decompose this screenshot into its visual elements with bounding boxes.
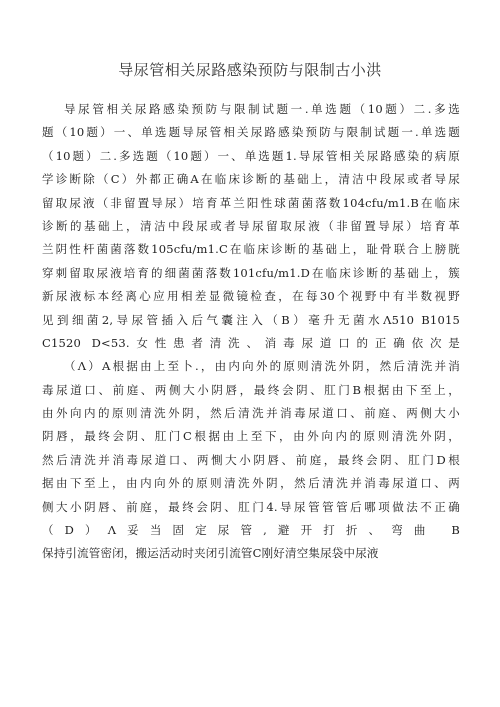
body-line: 然后清洗并消毒尿道口、两惻大小阴唇、前庭，最终会阴、肛门D根 bbox=[42, 452, 460, 467]
document-title: 导尿管相关尿路感染预防与限制古小洪 bbox=[118, 61, 382, 79]
body-line: 阴唇，最终会阴、肛门C根据由上至下，由外向内的原则清洗外阴， bbox=[42, 429, 460, 444]
document-body bbox=[42, 98, 460, 566]
body-line: 见到细菌2,导尿管插入后气囊注入（B）毫升无菌水Λ510 B1015 bbox=[42, 312, 460, 327]
body-line: 由外向内的原则清洗外阴，然后清洗并消毒尿道口、前庭、两侧大小 bbox=[42, 406, 460, 421]
body-line: 导尿管相关尿路感染预防与限制试题一.单选题（10题）二.多选 bbox=[64, 102, 460, 116]
body-line: 穿刺留取尿液培育的细菌菌落数101cfu/m1.D在临床诊断的基础上，簇 bbox=[42, 265, 460, 280]
body-line: 新尿液标本经离心应用相差显微镜检查，在每30个视野中有半数视野 bbox=[42, 289, 460, 304]
body-line: 侧大小阴唇、前庭，最终会阴、肛门4.导尿管管管后哪项做法不正确 bbox=[42, 499, 460, 514]
body-line: 据由下至上，由内向外的原则清洗外阴，然后清洗并消毒尿道口、两 bbox=[42, 476, 460, 491]
body-line: （10题）二.多选题（10题）一、单选题1.导尿管相关尿路感染的病原 bbox=[42, 148, 460, 163]
body-line: （D）Λ妥当固定尿管,避开打折、弯曲 B bbox=[42, 523, 460, 538]
body-line: （Λ）A根据由上至卜.，由内向外的原则清洗外阴，然后清洗并消 bbox=[64, 359, 460, 374]
body-line: 毒尿道口、前庭、两侧大小阴唇，最终会阴、肛门B根据由下至上， bbox=[42, 382, 460, 397]
body-line: 保持引流管密闭，搬运活动时夹闭引流管C刚好清空集尿袋中尿液 bbox=[42, 546, 379, 561]
body-line: 兰阴性杆菌菌落数105cfu/m1.C在临床诊断的基础上，耻骨联合上膀胱 bbox=[42, 242, 460, 257]
body-line: 诊断的基础上，清洁中段尿或者导尿留取尿液（非留置导尿）培育革 bbox=[42, 218, 460, 233]
body-line: 学诊断除（C）外都正确A在临床诊断的基础上，清洁中段尿或者导尿 bbox=[42, 172, 460, 187]
body-line: C1520 D<53.女性患者清洗、消毒尿道口的正确依次是 bbox=[42, 335, 460, 350]
body-line: 题（10题）一、单选题导尿管相关尿路感染预防与限制试题一.单选题 bbox=[42, 125, 460, 140]
body-line: 留取尿液（非留置导尿）培育革兰阳性球菌菌落数104cfu/m1.B在临床 bbox=[42, 195, 460, 210]
